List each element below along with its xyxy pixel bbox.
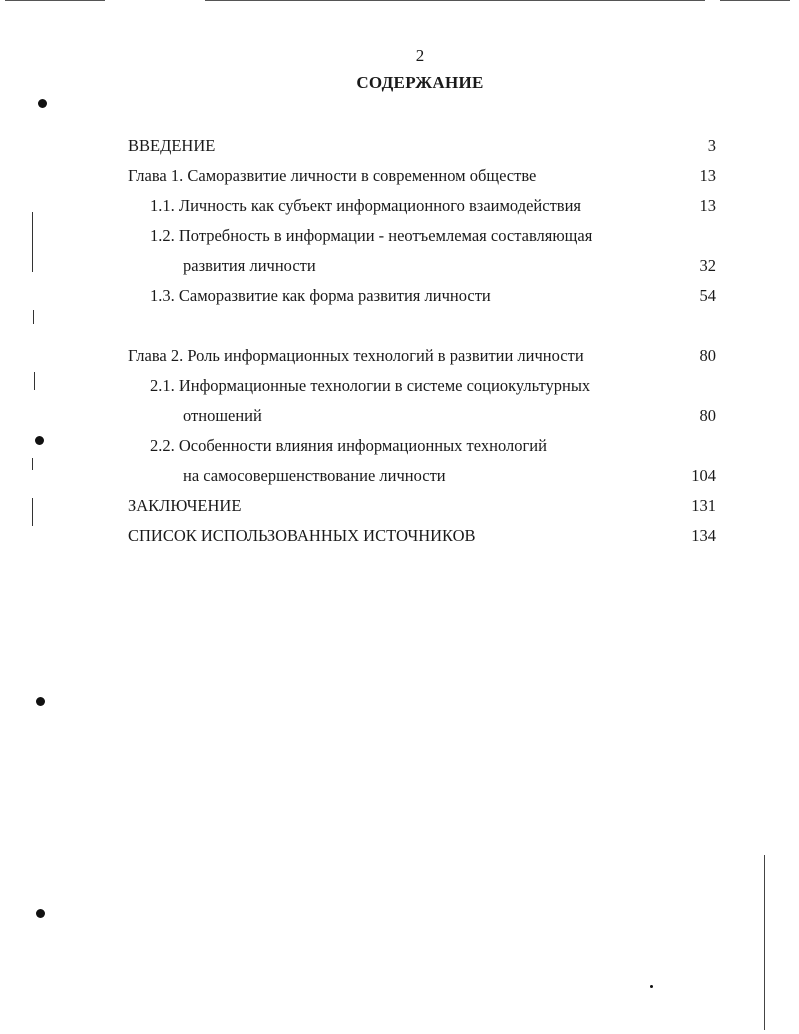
toc-entry-text: 1.1. Личность как субъект информационного взаимодействия: [150, 196, 581, 215]
toc-entry-section-2-1-cont: [128, 401, 718, 431]
toc-entry-section-1-2-cont: [128, 251, 718, 281]
toc-entry-references: [128, 521, 718, 551]
scan-margin-mark: [32, 458, 33, 470]
toc-entry-section-1-1: [128, 191, 718, 221]
toc-spacer: [128, 311, 718, 341]
toc-entry-text: отношений: [183, 406, 262, 425]
binder-hole-mark: [36, 697, 45, 706]
toc-entry-section-2-2-cont: [128, 461, 718, 491]
scan-speck: [650, 985, 653, 988]
toc-entry-chapter-1: [128, 161, 718, 191]
scan-edge-line: [5, 0, 105, 1]
scan-edge-line: [205, 0, 705, 1]
scan-margin-mark: [34, 372, 35, 390]
scan-edge-right-mark: [764, 855, 765, 1030]
toc-entry-section-1-3: [128, 281, 718, 311]
toc-entry-page: 3: [707, 136, 716, 155]
toc-entry-page: 104: [691, 466, 716, 485]
toc-entry-section-2-1: [128, 371, 718, 401]
binder-hole-mark: [35, 436, 44, 445]
toc-entry-page: 13: [699, 166, 716, 185]
toc-entry-text: ВВЕДЕНИЕ: [128, 136, 216, 155]
scan-margin-mark: [33, 310, 34, 324]
scan-margin-mark: [32, 212, 33, 272]
toc-entry-page: 13: [699, 196, 716, 215]
toc-entry-text: 1.2. Потребность в информации - неотъемлемая составляющая: [150, 226, 593, 245]
toc-entry-text: СПИСОК ИСПОЛЬЗОВАННЫХ ИСТОЧНИКОВ: [128, 526, 476, 545]
scan-margin-mark: [32, 498, 33, 526]
toc-entry-page: 134: [691, 526, 716, 545]
toc-entry-conclusion: [128, 491, 718, 521]
toc-entry-chapter-2: [128, 341, 718, 371]
binder-hole-mark: [36, 909, 45, 918]
toc-entry-page: 32: [699, 256, 716, 275]
table-of-contents: [128, 131, 718, 551]
toc-entry-section-2-2: [128, 431, 718, 461]
toc-entry-text: 2.1. Информационные технологии в системе социокультурных: [150, 376, 591, 395]
toc-entry-page: 54: [699, 286, 716, 305]
toc-entry-text: развития личности: [183, 256, 316, 275]
toc-entry-text: 2.2. Особенности влияния информационных технологий: [150, 436, 547, 455]
toc-entry-page: 80: [699, 346, 716, 365]
toc-entry-section-1-2: [128, 221, 718, 251]
toc-entry-page: 80: [699, 406, 716, 425]
toc-entry-text: Глава 2. Роль информационных технологий в развитии личности: [128, 346, 584, 365]
toc-entry-page: 131: [691, 496, 716, 515]
binder-hole-mark: [38, 99, 47, 108]
toc-entry-text: 1.3. Саморазвитие как форма развития личности: [150, 286, 491, 305]
page-number: 2: [415, 46, 425, 65]
toc-entry-text: Глава 1. Саморазвитие личности в современном обществе: [128, 166, 537, 185]
toc-entry-text: ЗАКЛЮЧЕНИЕ: [128, 496, 242, 515]
page-title: СОДЕРЖАНИЕ: [356, 73, 484, 92]
scan-edge-line: [720, 0, 790, 1]
toc-entry-text: на самосовершенствование личности: [183, 466, 446, 485]
toc-entry-introduction: [128, 131, 718, 161]
